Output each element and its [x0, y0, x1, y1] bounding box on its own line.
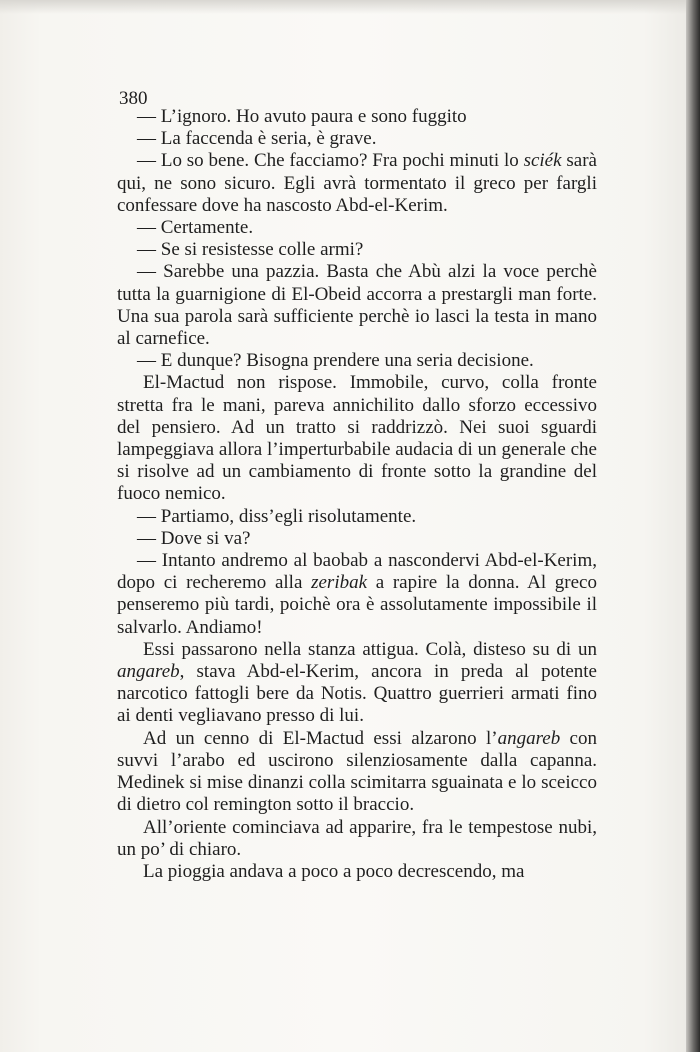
text-run: — Intanto andremo al baobab a nascondervi Abd-el-Kerim, dopo ci recheremo alla — [117, 550, 597, 594]
paragraph — [117, 372, 597, 505]
page-top-shadow — [0, 0, 700, 14]
paragraph — [117, 106, 597, 128]
text-run: El-Mactud non rispose. Immobile, curvo, colla fronte stretta fra le mani, pareva annichilito dallo sforzo eccessivo del pensiero. Ad un tratto si raddrizzò. Nei suoi sguardi lampeggiava allora l’imperturbabile audacia di un generale che si risolve ad un cambiamento di fronte sotto la grandine del fuoco nemico. — [117, 372, 597, 505]
paragraph — [117, 239, 597, 261]
paragraph — [117, 528, 597, 550]
paragraph — [117, 550, 597, 639]
text-run: — Dove si va? — [137, 527, 251, 549]
text-run: sarà qui, ne sono sicuro. Egli avrà tormentato il greco per fargli confessare dove ha nascosto Abd-el-Kerim. — [117, 150, 597, 216]
paragraph — [117, 506, 597, 528]
paragraph — [117, 861, 597, 883]
text-run: a rapire la donna. Al greco penseremo più tardi, poichè ora è assolutamente impossibile il salvarlo. Andiamo! — [117, 572, 597, 638]
text-run: Ad un cenno di El-Mactud essi alzarono l’ — [143, 727, 498, 749]
text-run: — La faccenda è seria, è grave. — [137, 128, 377, 150]
page-number: 380 — [119, 88, 148, 109]
italic-word: sciék — [523, 150, 562, 172]
text-run: Essi passarono nella stanza attigua. Colà, disteso su di un — [143, 638, 597, 660]
text-run: La pioggia andava a poco a poco decrescendo, ma — [143, 860, 525, 882]
italic-word: zeribak — [311, 572, 368, 594]
text-run: — Partiamo, diss’egli risolutamente. — [137, 505, 417, 527]
text-run: — Lo so bene. Che facciamo? Fra pochi minuti lo — [137, 150, 524, 172]
paragraph — [117, 728, 597, 817]
body-text — [117, 106, 597, 883]
paragraph — [117, 217, 597, 239]
paragraph — [117, 261, 597, 350]
text-run: — L’ignoro. Ho avuto paura e sono fuggito — [137, 106, 467, 127]
text-run: — Certamente. — [137, 217, 254, 239]
paragraph — [117, 350, 597, 372]
paragraph — [117, 639, 597, 728]
text-run: — E dunque? Bisogna prendere una seria decisione. — [137, 350, 534, 372]
text-run: , stava Abd-el-Kerim, ancora in preda al potente narcotico fattogli bere da Notis. Quattro guerrieri armati fino ai denti vegliavano presso di lui. — [117, 661, 597, 727]
text-run: All’oriente cominciava ad apparire, fra le tempestose nubi, un po’ di chiaro. — [117, 816, 597, 860]
text-run: — Se si resistesse colle armi? — [137, 239, 364, 261]
paragraph — [117, 128, 597, 150]
paragraph — [117, 150, 597, 217]
text-run: con suvvi l’arabo ed uscirono silenziosamente dalla capanna. Medinek si mise dinanzi colla scimitarra sguainata e lo sceicco di dietro col remington sotto il braccio. — [117, 727, 597, 816]
paragraph — [117, 817, 597, 861]
italic-word: angareb — [497, 727, 561, 749]
book-spine-shadow — [686, 0, 700, 1052]
text-run: — Sarebbe una pazzia. Basta che Abù alzi la voce perchè tutta la guarnigione di El-Obeid accorra a prestargli man forte. Una sua parola sarà sufficiente perchè io lasci la testa in mano al carnefice. — [117, 261, 597, 350]
italic-word: angareb — [117, 661, 180, 683]
